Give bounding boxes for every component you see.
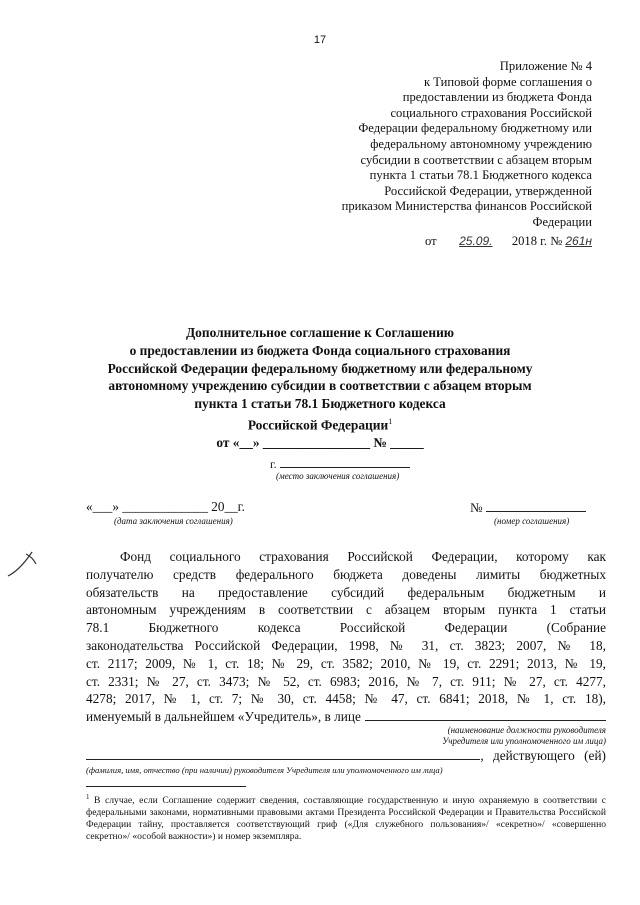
appendix-line: приказом Министерства финансов Российской [341, 199, 592, 214]
date-caption: (дата заключения соглашения) [114, 516, 233, 526]
body-paragraph [86, 548, 606, 776]
place-prefix: г. [270, 457, 277, 471]
head-caption-2: Учредителя или уполномоченного им лица) [442, 735, 606, 746]
fio-line [86, 747, 480, 760]
body-line: получателю средств федерального бюджета доведены лимиты бюджетных [86, 566, 606, 582]
title-line: Российской Федерации федеральному бюджетному или федеральному [107, 360, 533, 376]
body-line: автономным учреждениям в соответствии с абзацем вторым пункта 1 статьи [86, 602, 606, 618]
appendix-line: предоставлении из бюджета Фонда [402, 90, 592, 105]
body-line [86, 747, 606, 765]
title-line: Российской Федерации$^1$ [247, 416, 393, 433]
appendix-line: социального страхования Российской [390, 105, 592, 120]
body-line: 4278; 2017, № 1, ст. 7; № 30, ст. 4458; № 47, ст. 6841; 2018, № 1, ст. 18), [86, 691, 606, 707]
footnote-ref: 1 [388, 416, 393, 426]
agreement-date: «___» _____________ 20__г. [86, 499, 245, 514]
named-text: именуемый в дальнейшем «Учредитель», в лице [86, 709, 361, 725]
body-line: ст. 2331; № 27, ст. 3473; № 52, ст. 6983; 2016, № 7, ст. 911; № 27, ст. 4277, [86, 673, 606, 689]
head-caption-1: (наименование должности руководителя [447, 724, 606, 735]
footnote-number: 1 [86, 793, 90, 801]
body-line: обязательств на предоставление субсидий федеральным бюджетным и [86, 584, 606, 600]
appendix-line: пункта 1 статьи 78.1 Бюджетного кодекса [369, 168, 592, 183]
place-caption: (место заключения соглашения) [276, 471, 400, 481]
fio-caption: (фамилия, имя, отчество (при наличии) руководителя Учредителя или уполномоченного им лица) [86, 764, 443, 775]
title-line: о предоставлении из бюджета Фонда социального страхования [129, 342, 511, 358]
date-year: 2018 г. № [511, 233, 563, 248]
body-line: Фонд социального страхования Российской Федерации, которому как [120, 549, 606, 564]
body-line [86, 708, 606, 726]
footnote [86, 791, 606, 843]
page-number: 17 [313, 34, 327, 46]
appendix-line: Приложение № 4 [499, 59, 592, 73]
acting-text: , действующего (ей) [480, 747, 606, 763]
title-from-line: от «__» ________________ № _____ [216, 435, 424, 451]
appendix-line: Российской Федерации, утвержденной [384, 183, 592, 198]
date-prefix: от [425, 233, 437, 248]
title-line: Дополнительное соглашение к Соглашению [185, 325, 455, 340]
appendix-block [292, 59, 592, 249]
appendix-line: федеральному автономному учреждению [370, 136, 592, 151]
document-title [60, 324, 580, 452]
appendix-line: субсидии в соответствии с абзацем вторым [360, 152, 592, 167]
title-line: пункта 1 статьи 78.1 Бюджетного кодекса [194, 396, 446, 412]
head-name-line [365, 708, 606, 721]
number-caption: (номер соглашения) [494, 516, 570, 526]
handwritten-date: 25.09. [459, 233, 493, 248]
appendix-date-line [292, 234, 592, 250]
footnote-text: В случае, если Соглашение содержит сведения, составляющие государственную и иную охраняемую в соответствии с федеральными законами, нормативными правовыми актами Президента Российской Федерации и Правительства Российской Федерации тайну, проставляется соответствующий гриф («Для служебного пользования»/ «секретно»/ «совершенно секретно»/ «особой важности») и номер экземпляра. [86, 795, 606, 843]
appendix-line: Федерации федеральному бюджетному или [358, 121, 592, 136]
appendix-line: к Типовой форме соглашения о [423, 74, 592, 89]
handwritten-number: 261н [565, 233, 592, 248]
footnote-divider [86, 786, 246, 787]
body-line: законодательства Российской Федерации, 1998, № 31, ст. 3823; 2007, № 18, [86, 637, 606, 653]
body-line: ст. 2117; 2009, № 1, ст. 18; № 29, ст. 3582; 2010, № 19, ст. 2291; 2013, № 19, [86, 655, 606, 671]
number-sign: № [470, 500, 483, 515]
agreement-number [470, 499, 586, 516]
place-line [280, 456, 410, 468]
number-line [486, 499, 586, 512]
handwritten-mark-icon [6, 546, 42, 586]
title-line: автономному учреждению субсидии в соответствии с абзацем вторым [108, 378, 532, 394]
appendix-line: Федерации [532, 214, 592, 229]
body-line: 78.1 Бюджетного кодекса Российской Федерации (Собрание [86, 620, 606, 636]
place-field [270, 456, 410, 472]
